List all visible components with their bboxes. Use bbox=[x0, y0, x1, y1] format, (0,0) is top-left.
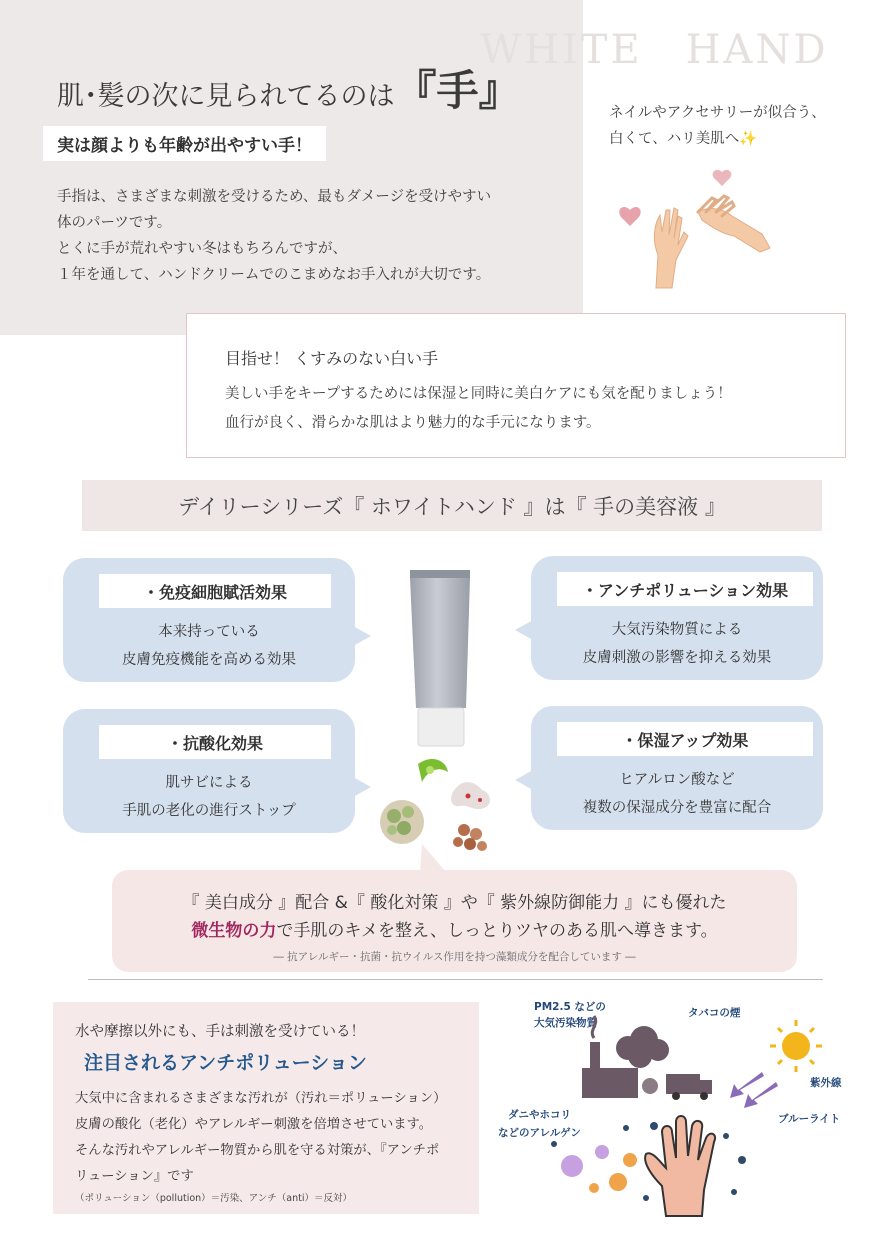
body-line: そんな汚れやアレルギー物質から肌を守る対策が、『アンチポ bbox=[75, 1143, 440, 1158]
series-banner bbox=[82, 480, 822, 531]
hand-icon bbox=[645, 1116, 715, 1216]
benefit-antioxidant bbox=[63, 709, 355, 833]
virus-icon bbox=[561, 1145, 637, 1193]
page-title bbox=[57, 58, 521, 118]
hero-badge: 実は顔よりも年齢が出やすい手！ bbox=[43, 126, 326, 161]
label-smoke: タバコの煙 bbox=[688, 1007, 741, 1019]
anti-pollution-body bbox=[75, 1086, 446, 1190]
label-uv: 紫外線 bbox=[810, 1077, 842, 1089]
cell-cluster-icon bbox=[380, 800, 424, 844]
summary-box bbox=[112, 870, 797, 972]
benefit-line: ヒアルロン酸など bbox=[619, 772, 735, 788]
heart-icon bbox=[713, 170, 732, 186]
intro-line: １年を通して、ハンドクリームでのこまめなお手入れが大切です。 bbox=[57, 267, 491, 283]
pea-icon bbox=[418, 759, 448, 782]
sun-icon bbox=[770, 1020, 822, 1072]
brand-watermark: WHITE HAND bbox=[480, 27, 829, 73]
benefit-title: ・免疫細胞賦活効果 bbox=[99, 574, 331, 608]
benefit-anti-pollution bbox=[531, 556, 823, 680]
aim-line: 美しい手をキープするためには保湿と同時に美白ケアにも気を配りましょう！ bbox=[225, 386, 732, 402]
summary-line: 『 美白成分 』配合 &『 酸化対策 』や『 紫外線防御能力 』にも優れた bbox=[182, 893, 727, 913]
label-allergen-2: などのアレルゲン bbox=[498, 1127, 581, 1139]
series-banner-text: デイリーシリーズ『 ホワイトハンド 』は『 手の美容液 』 bbox=[178, 494, 726, 519]
label-pm25-2: 大気汚染物質 bbox=[534, 1017, 597, 1029]
hero-intro bbox=[57, 184, 491, 288]
benefit-line: 複数の保湿成分を豊富に配合 bbox=[582, 800, 772, 816]
benefit-line: 本来持っている bbox=[158, 624, 260, 640]
intro-line: 体のパーツです。 bbox=[57, 215, 172, 231]
smog-cloud-icon bbox=[616, 1026, 669, 1068]
sparkle-icon: ✨ bbox=[739, 131, 758, 147]
spore-icon bbox=[453, 824, 487, 851]
benefit-line: 大気汚染物質による bbox=[611, 622, 743, 638]
body-line: 大気中に含まれるさまざまな汚れが（汚れ＝ポリューション） bbox=[75, 1091, 447, 1106]
intro-line: とくに手が荒れやすい冬はもちろんですが、 bbox=[57, 241, 347, 257]
benefit-title: ・アンチポリューション効果 bbox=[557, 572, 813, 606]
pollution-illustration bbox=[490, 990, 870, 1220]
benefit-title: ・抗酸化効果 bbox=[99, 725, 331, 759]
page-title-prefix: 肌･髪の次に見られてるのは bbox=[57, 81, 395, 112]
anti-pollution-note: （ポリューション（pollution）＝汚染、アンチ（anti）＝反対） bbox=[75, 1193, 353, 1204]
benefit-moisture bbox=[531, 706, 823, 830]
summary-note: ― 抗アレルギー・抗菌・抗ウイルス作用を持つ藻類成分を配合しています ― bbox=[273, 951, 636, 963]
nail-caption bbox=[609, 100, 826, 152]
label-bluelight: ブルーライト bbox=[778, 1113, 841, 1125]
hands-illustration bbox=[612, 160, 782, 295]
heart-icon bbox=[619, 207, 640, 226]
benefit-line: 皮膚免疫機能を高める効果 bbox=[122, 652, 296, 668]
label-pm25: PM2.5 などの bbox=[534, 1001, 606, 1013]
page-title-big: 『手』 bbox=[394, 66, 521, 115]
summary-highlight: 微生物の力 bbox=[191, 921, 277, 941]
arrow-icon bbox=[730, 1072, 778, 1108]
body-line: 皮膚の酸化（老化）やアレルギー刺激を倍増させています。 bbox=[75, 1117, 433, 1132]
product-tube-illustration bbox=[372, 560, 512, 860]
intro-line: 手指は、さまざまな刺激を受けるため、最もダメージを受けやすい bbox=[57, 189, 492, 205]
nail-line: ネイルやアクセサリーが似合う、 bbox=[609, 105, 826, 121]
aim-line: 血行が良く、滑らかな肌はより魅力的な手元になります。 bbox=[225, 415, 601, 431]
benefit-line: 皮膚刺激の影響を抑える効果 bbox=[582, 650, 772, 666]
benefit-title: ・保湿アップ効果 bbox=[557, 722, 813, 756]
body-line: リューション』です bbox=[75, 1169, 194, 1184]
truck-icon bbox=[642, 1074, 712, 1100]
summary-line: 微生物の力で手肌のキメを整え、しっとりツヤのある肌へ導きます。 bbox=[191, 921, 718, 941]
aim-title: 目指せ！ くすみのない白い手 bbox=[225, 349, 439, 368]
label-allergen: ダニやホコリ bbox=[508, 1109, 571, 1121]
anti-pollution-title: 注目されるアンチポリューション bbox=[84, 1052, 367, 1074]
microbe-icon bbox=[451, 782, 490, 809]
anti-pollution-box bbox=[53, 1002, 479, 1214]
benefit-immune bbox=[63, 558, 355, 682]
benefit-line: 肌サビによる bbox=[165, 775, 253, 791]
anti-pollution-lead: 水や摩擦以外にも、手は刺激を受けている！ bbox=[75, 1024, 365, 1040]
benefit-line: 手肌の老化の進行ストップ bbox=[122, 803, 296, 819]
section-divider bbox=[88, 979, 823, 980]
nail-line: 白くて、ハリ美肌へ✨ bbox=[609, 131, 758, 147]
aim-box bbox=[186, 313, 846, 458]
